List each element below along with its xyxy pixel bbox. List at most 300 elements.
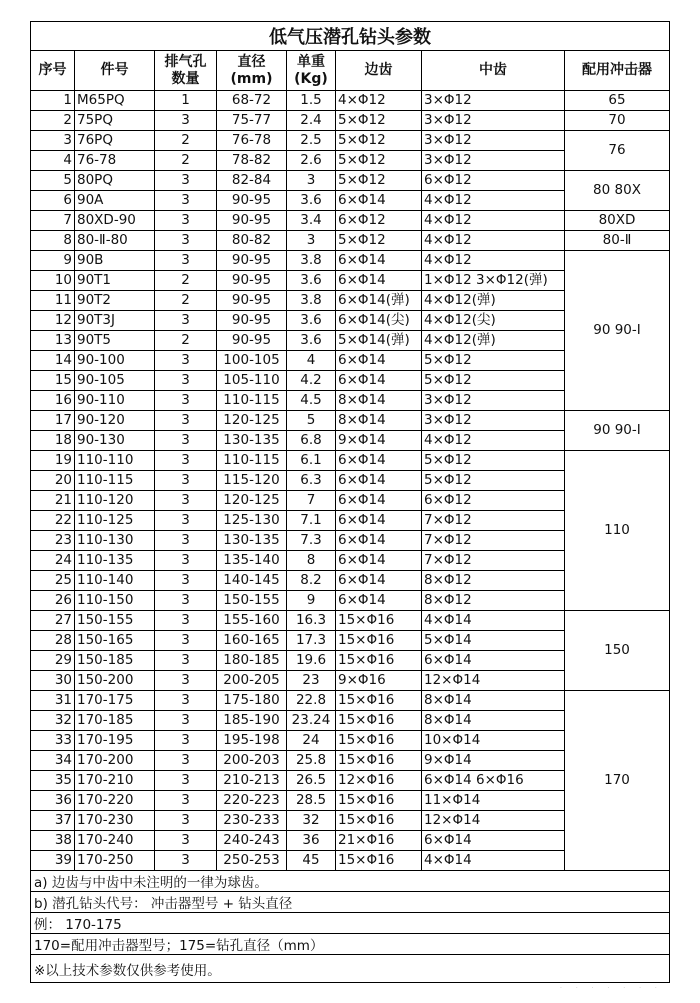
cell-edge: 15×Φ16 — [336, 631, 422, 651]
note-text: 170=配用冲击器型号；175=钻孔直径（mm） — [31, 934, 670, 955]
cell-edge: 5×Φ12 — [336, 131, 422, 151]
cell-part: M65PQ — [75, 91, 155, 111]
cell-edge: 15×Φ16 — [336, 751, 422, 771]
cell-hammer-model: 90 90-Ⅰ — [565, 251, 670, 411]
header-diameter — [217, 51, 287, 91]
cell-wt: 3.6 — [287, 311, 336, 331]
table-row — [31, 411, 670, 431]
cell-mid: 3×Φ12 — [422, 411, 565, 431]
cell-edge: 5×Φ12 — [336, 151, 422, 171]
cell-mid: 1×Φ12 3×Φ12(弹) — [422, 271, 565, 291]
cell-seq: 37 — [31, 811, 75, 831]
cell-seq: 27 — [31, 611, 75, 631]
cell-dia: 90-95 — [217, 271, 287, 291]
cell-mid: 4×Φ12 — [422, 431, 565, 451]
note-row — [31, 955, 670, 983]
cell-edge: 8×Φ14 — [336, 391, 422, 411]
cell-dia: 195-198 — [217, 731, 287, 751]
cell-mid: 3×Φ12 — [422, 391, 565, 411]
cell-edge: 6×Φ14 — [336, 251, 422, 271]
cell-mid: 4×Φ12(弹) — [422, 331, 565, 351]
cell-holes: 1 — [155, 91, 217, 111]
cell-seq: 26 — [31, 591, 75, 611]
cell-edge: 6×Φ14(尖) — [336, 311, 422, 331]
table-row — [31, 91, 670, 111]
header-hammer: 配用冲击器 — [565, 51, 670, 91]
cell-wt: 19.6 — [287, 651, 336, 671]
cell-wt: 4.5 — [287, 391, 336, 411]
cell-dia: 230-233 — [217, 811, 287, 831]
cell-hammer-model: 170 — [565, 691, 670, 871]
cell-wt: 5 — [287, 411, 336, 431]
cell-dia: 140-145 — [217, 571, 287, 591]
cell-wt: 3.8 — [287, 251, 336, 271]
cell-holes: 3 — [155, 651, 217, 671]
cell-part: 150-185 — [75, 651, 155, 671]
cell-dia: 90-95 — [217, 251, 287, 271]
cell-holes: 3 — [155, 531, 217, 551]
table-row — [31, 211, 670, 231]
cell-mid: 4×Φ14 — [422, 611, 565, 631]
cell-holes: 2 — [155, 151, 217, 171]
cell-wt: 2.5 — [287, 131, 336, 151]
cell-holes: 3 — [155, 471, 217, 491]
note-text: a) 边齿与中齿中未注明的一律为球齿。 — [31, 871, 670, 892]
cell-holes: 3 — [155, 171, 217, 191]
cell-edge: 6×Φ14 — [336, 471, 422, 491]
cell-holes: 3 — [155, 351, 217, 371]
cell-part: 90-130 — [75, 431, 155, 451]
cell-holes: 3 — [155, 851, 217, 871]
cell-mid: 8×Φ12 — [422, 571, 565, 591]
cell-edge: 21×Φ16 — [336, 831, 422, 851]
cell-dia: 68-72 — [217, 91, 287, 111]
cell-mid: 5×Φ12 — [422, 451, 565, 471]
table-row — [31, 451, 670, 471]
cell-part: 170-210 — [75, 771, 155, 791]
cell-wt: 2.6 — [287, 151, 336, 171]
header-part-no: 件号 — [75, 51, 155, 91]
cell-part: 90-100 — [75, 351, 155, 371]
cell-dia: 120-125 — [217, 491, 287, 511]
cell-seq: 18 — [31, 431, 75, 451]
table-row — [31, 111, 670, 131]
cell-holes: 3 — [155, 791, 217, 811]
header-exhaust-holes-line1: 排气孔 — [164, 53, 207, 70]
cell-seq: 35 — [31, 771, 75, 791]
cell-part: 80-Ⅱ-80 — [75, 231, 155, 251]
cell-holes: 3 — [155, 111, 217, 131]
table-row — [31, 611, 670, 631]
cell-dia: 125-130 — [217, 511, 287, 531]
cell-part: 80XD-90 — [75, 211, 155, 231]
cell-part: 110-125 — [75, 511, 155, 531]
cell-wt: 3.6 — [287, 331, 336, 351]
cell-dia: 78-82 — [217, 151, 287, 171]
cell-mid: 4×Φ12 — [422, 231, 565, 251]
cell-mid: 8×Φ14 — [422, 711, 565, 731]
cell-wt: 25.8 — [287, 751, 336, 771]
cell-seq: 20 — [31, 471, 75, 491]
cell-edge: 15×Φ16 — [336, 651, 422, 671]
cell-part: 110-130 — [75, 531, 155, 551]
cell-part: 90T5 — [75, 331, 155, 351]
cell-mid: 6×Φ12 — [422, 171, 565, 191]
cell-seq: 31 — [31, 691, 75, 711]
cell-edge: 15×Φ16 — [336, 811, 422, 831]
cell-seq: 3 — [31, 131, 75, 151]
cell-part: 76PQ — [75, 131, 155, 151]
cell-dia: 135-140 — [217, 551, 287, 571]
cell-mid: 12×Φ14 — [422, 671, 565, 691]
cell-part: 90T2 — [75, 291, 155, 311]
cell-seq: 15 — [31, 371, 75, 391]
cell-holes: 3 — [155, 611, 217, 631]
cell-dia: 210-213 — [217, 771, 287, 791]
cell-mid: 10×Φ14 — [422, 731, 565, 751]
cell-wt: 8.2 — [287, 571, 336, 591]
cell-holes: 3 — [155, 691, 217, 711]
cell-mid: 4×Φ14 — [422, 851, 565, 871]
cell-wt: 17.3 — [287, 631, 336, 651]
cell-edge: 6×Φ14 — [336, 551, 422, 571]
cell-seq: 9 — [31, 251, 75, 271]
cell-part: 90-105 — [75, 371, 155, 391]
cell-holes: 3 — [155, 491, 217, 511]
cell-seq: 2 — [31, 111, 75, 131]
cell-mid: 4×Φ12 — [422, 211, 565, 231]
cell-wt: 3 — [287, 231, 336, 251]
note-row — [31, 934, 670, 955]
cell-wt: 8 — [287, 551, 336, 571]
cell-part: 76-78 — [75, 151, 155, 171]
cell-edge: 15×Φ16 — [336, 711, 422, 731]
cell-wt: 16.3 — [287, 611, 336, 631]
cell-seq: 6 — [31, 191, 75, 211]
cell-wt: 4.2 — [287, 371, 336, 391]
cell-edge: 15×Φ16 — [336, 731, 422, 751]
cell-wt: 7 — [287, 491, 336, 511]
cell-edge: 6×Φ14 — [336, 351, 422, 371]
cell-mid: 3×Φ12 — [422, 91, 565, 111]
cell-seq: 17 — [31, 411, 75, 431]
cell-part: 170-240 — [75, 831, 155, 851]
cell-part: 150-200 — [75, 671, 155, 691]
cell-seq: 28 — [31, 631, 75, 651]
cell-seq: 14 — [31, 351, 75, 371]
table-row — [31, 231, 670, 251]
cell-dia: 82-84 — [217, 171, 287, 191]
note-text: b) 潜孔钻头代号： 冲击器型号 + 钻头直径 — [31, 892, 670, 913]
cell-wt: 26.5 — [287, 771, 336, 791]
cell-edge: 4×Φ12 — [336, 91, 422, 111]
cell-dia: 200-205 — [217, 671, 287, 691]
cell-wt: 6.3 — [287, 471, 336, 491]
cell-wt: 7.3 — [287, 531, 336, 551]
note-text: ※以上技术参数仅供参考使用。 — [31, 955, 670, 983]
cell-wt: 9 — [287, 591, 336, 611]
cell-seq: 32 — [31, 711, 75, 731]
cell-wt: 3.8 — [287, 291, 336, 311]
cell-edge: 6×Φ14(弹) — [336, 291, 422, 311]
cell-dia: 110-115 — [217, 451, 287, 471]
cell-holes: 3 — [155, 811, 217, 831]
cell-holes: 3 — [155, 451, 217, 471]
cell-edge: 6×Φ14 — [336, 451, 422, 471]
cell-seq: 13 — [31, 331, 75, 351]
cell-dia: 80-82 — [217, 231, 287, 251]
header-diameter-line1: 直径 — [237, 53, 266, 70]
cell-wt: 28.5 — [287, 791, 336, 811]
cell-seq: 1 — [31, 91, 75, 111]
cell-part: 110-120 — [75, 491, 155, 511]
cell-mid: 5×Φ12 — [422, 371, 565, 391]
cell-hammer-model: 80 80X — [565, 171, 670, 211]
header-diameter-line2: (mm) — [230, 70, 273, 87]
cell-mid: 5×Φ14 — [422, 631, 565, 651]
cell-edge: 5×Φ12 — [336, 111, 422, 131]
notes-section — [31, 871, 670, 983]
cell-dia: 90-95 — [217, 211, 287, 231]
cell-mid: 12×Φ14 — [422, 811, 565, 831]
note-row — [31, 913, 670, 934]
header-weight-line1: 单重 — [297, 53, 325, 70]
table-row — [31, 691, 670, 711]
cell-mid: 4×Φ12(尖) — [422, 311, 565, 331]
cell-wt: 7.1 — [287, 511, 336, 531]
cell-mid: 6×Φ14 6×Φ16 — [422, 771, 565, 791]
cell-wt: 3 — [287, 171, 336, 191]
cell-dia: 110-115 — [217, 391, 287, 411]
cell-mid: 3×Φ12 — [422, 111, 565, 131]
cell-seq: 11 — [31, 291, 75, 311]
cell-edge: 5×Φ14(弹) — [336, 331, 422, 351]
cell-wt: 2.4 — [287, 111, 336, 131]
cell-hammer-model: 76 — [565, 131, 670, 171]
cell-wt: 32 — [287, 811, 336, 831]
cell-dia: 240-243 — [217, 831, 287, 851]
cell-edge: 6×Φ14 — [336, 371, 422, 391]
cell-edge: 15×Φ16 — [336, 851, 422, 871]
cell-holes: 3 — [155, 511, 217, 531]
cell-holes: 2 — [155, 271, 217, 291]
cell-holes: 3 — [155, 551, 217, 571]
header-seq: 序号 — [31, 51, 75, 91]
cell-holes: 3 — [155, 831, 217, 851]
cell-dia: 75-77 — [217, 111, 287, 131]
drill-bit-parameter-table — [30, 21, 670, 983]
cell-part: 90T3J — [75, 311, 155, 331]
cell-dia: 250-253 — [217, 851, 287, 871]
cell-seq: 22 — [31, 511, 75, 531]
header-edge-teeth: 边齿 — [336, 51, 422, 91]
cell-mid: 8×Φ12 — [422, 591, 565, 611]
cell-holes: 3 — [155, 431, 217, 451]
cell-part: 110-150 — [75, 591, 155, 611]
cell-edge: 6×Φ14 — [336, 591, 422, 611]
cell-mid: 9×Φ14 — [422, 751, 565, 771]
cell-part: 170-175 — [75, 691, 155, 711]
cell-dia: 160-165 — [217, 631, 287, 651]
cell-mid: 6×Φ12 — [422, 491, 565, 511]
cell-seq: 4 — [31, 151, 75, 171]
cell-wt: 45 — [287, 851, 336, 871]
cell-dia: 180-185 — [217, 651, 287, 671]
cell-part: 170-195 — [75, 731, 155, 751]
cell-mid: 5×Φ12 — [422, 351, 565, 371]
cell-dia: 185-190 — [217, 711, 287, 731]
cell-wt: 3.4 — [287, 211, 336, 231]
cell-part: 170-220 — [75, 791, 155, 811]
cell-holes: 3 — [155, 191, 217, 211]
note-text: 例： 170-175 — [31, 913, 670, 934]
cell-seq: 38 — [31, 831, 75, 851]
header-weight — [287, 51, 336, 91]
cell-part: 170-230 — [75, 811, 155, 831]
cell-seq: 23 — [31, 531, 75, 551]
cell-mid: 6×Φ14 — [422, 651, 565, 671]
cell-edge: 15×Φ16 — [336, 611, 422, 631]
cell-wt: 23 — [287, 671, 336, 691]
header-weight-line2: (Kg) — [294, 70, 328, 87]
cell-hammer-model: 90 90-Ⅰ — [565, 411, 670, 451]
cell-part: 90B — [75, 251, 155, 271]
cell-mid: 4×Φ12(弹) — [422, 291, 565, 311]
cell-mid: 3×Φ12 — [422, 131, 565, 151]
cell-dia: 120-125 — [217, 411, 287, 431]
cell-seq: 33 — [31, 731, 75, 751]
cell-edge: 6×Φ14 — [336, 571, 422, 591]
cell-part: 110-110 — [75, 451, 155, 471]
cell-holes: 3 — [155, 731, 217, 751]
cell-edge: 6×Φ14 — [336, 511, 422, 531]
note-row — [31, 871, 670, 892]
cell-wt: 23.24 — [287, 711, 336, 731]
cell-seq: 10 — [31, 271, 75, 291]
cell-holes: 3 — [155, 391, 217, 411]
cell-part: 90A — [75, 191, 155, 211]
cell-seq: 29 — [31, 651, 75, 671]
table-row — [31, 131, 670, 151]
cell-wt: 6.1 — [287, 451, 336, 471]
cell-edge: 6×Φ12 — [336, 211, 422, 231]
cell-wt: 24 — [287, 731, 336, 751]
table-body — [31, 91, 670, 871]
cell-edge: 6×Φ14 — [336, 191, 422, 211]
cell-edge: 12×Φ16 — [336, 771, 422, 791]
cell-mid: 7×Φ12 — [422, 511, 565, 531]
cell-holes: 3 — [155, 311, 217, 331]
cell-wt: 36 — [287, 831, 336, 851]
cell-holes: 3 — [155, 231, 217, 251]
cell-mid: 6×Φ14 — [422, 831, 565, 851]
cell-dia: 155-160 — [217, 611, 287, 631]
cell-seq: 5 — [31, 171, 75, 191]
cell-wt: 3.6 — [287, 271, 336, 291]
cell-dia: 175-180 — [217, 691, 287, 711]
cell-seq: 7 — [31, 211, 75, 231]
cell-mid: 8×Φ14 — [422, 691, 565, 711]
cell-part: 110-135 — [75, 551, 155, 571]
cell-hammer-model: 80XD — [565, 211, 670, 231]
cell-hammer-model: 65 — [565, 91, 670, 111]
cell-edge: 15×Φ16 — [336, 691, 422, 711]
header-exhaust-holes-line2: 数量 — [171, 70, 200, 87]
cell-dia: 90-95 — [217, 311, 287, 331]
cell-seq: 16 — [31, 391, 75, 411]
cell-edge: 6×Φ14 — [336, 491, 422, 511]
cell-holes: 2 — [155, 131, 217, 151]
cell-seq: 25 — [31, 571, 75, 591]
cell-part: 150-155 — [75, 611, 155, 631]
cell-part: 90-110 — [75, 391, 155, 411]
cell-seq: 34 — [31, 751, 75, 771]
table-title: 低气压潜孔钻头参数 — [31, 22, 670, 51]
cell-holes: 2 — [155, 331, 217, 351]
cell-dia: 220-223 — [217, 791, 287, 811]
cell-wt: 6.8 — [287, 431, 336, 451]
cell-seq: 12 — [31, 311, 75, 331]
cell-holes: 3 — [155, 771, 217, 791]
cell-seq: 36 — [31, 791, 75, 811]
cell-holes: 3 — [155, 211, 217, 231]
cell-edge: 9×Φ16 — [336, 671, 422, 691]
cell-dia: 130-135 — [217, 531, 287, 551]
cell-edge: 5×Φ12 — [336, 171, 422, 191]
cell-holes: 3 — [155, 751, 217, 771]
cell-part: 170-185 — [75, 711, 155, 731]
table-row — [31, 251, 670, 271]
cell-dia: 90-95 — [217, 191, 287, 211]
cell-dia: 90-95 — [217, 331, 287, 351]
cell-mid: 7×Φ12 — [422, 551, 565, 571]
header-middle-teeth: 中齿 — [422, 51, 565, 91]
cell-seq: 21 — [31, 491, 75, 511]
cell-wt: 22.8 — [287, 691, 336, 711]
cell-holes: 3 — [155, 371, 217, 391]
cell-holes: 3 — [155, 571, 217, 591]
cell-dia: 90-95 — [217, 291, 287, 311]
cell-dia: 100-105 — [217, 351, 287, 371]
cell-wt: 3.6 — [287, 191, 336, 211]
cell-part: 150-165 — [75, 631, 155, 651]
cell-dia: 150-155 — [217, 591, 287, 611]
cell-part: 90T1 — [75, 271, 155, 291]
cell-mid: 5×Φ12 — [422, 471, 565, 491]
cell-edge: 9×Φ14 — [336, 431, 422, 451]
cell-edge: 6×Φ14 — [336, 531, 422, 551]
cell-holes: 3 — [155, 631, 217, 651]
cell-holes: 3 — [155, 711, 217, 731]
cell-dia: 105-110 — [217, 371, 287, 391]
cell-seq: 39 — [31, 851, 75, 871]
cell-dia: 200-203 — [217, 751, 287, 771]
cell-hammer-model: 110 — [565, 451, 670, 611]
cell-seq: 8 — [31, 231, 75, 251]
cell-holes: 3 — [155, 411, 217, 431]
cell-edge: 8×Φ14 — [336, 411, 422, 431]
cell-mid: 3×Φ12 — [422, 151, 565, 171]
cell-part: 170-250 — [75, 851, 155, 871]
cell-part: 110-140 — [75, 571, 155, 591]
table-row — [31, 171, 670, 191]
cell-part: 90-120 — [75, 411, 155, 431]
cell-dia: 130-135 — [217, 431, 287, 451]
cell-part: 75PQ — [75, 111, 155, 131]
scan-artifact-dots: · · · · · · · — [560, 985, 663, 992]
cell-dia: 115-120 — [217, 471, 287, 491]
cell-part: 80PQ — [75, 171, 155, 191]
